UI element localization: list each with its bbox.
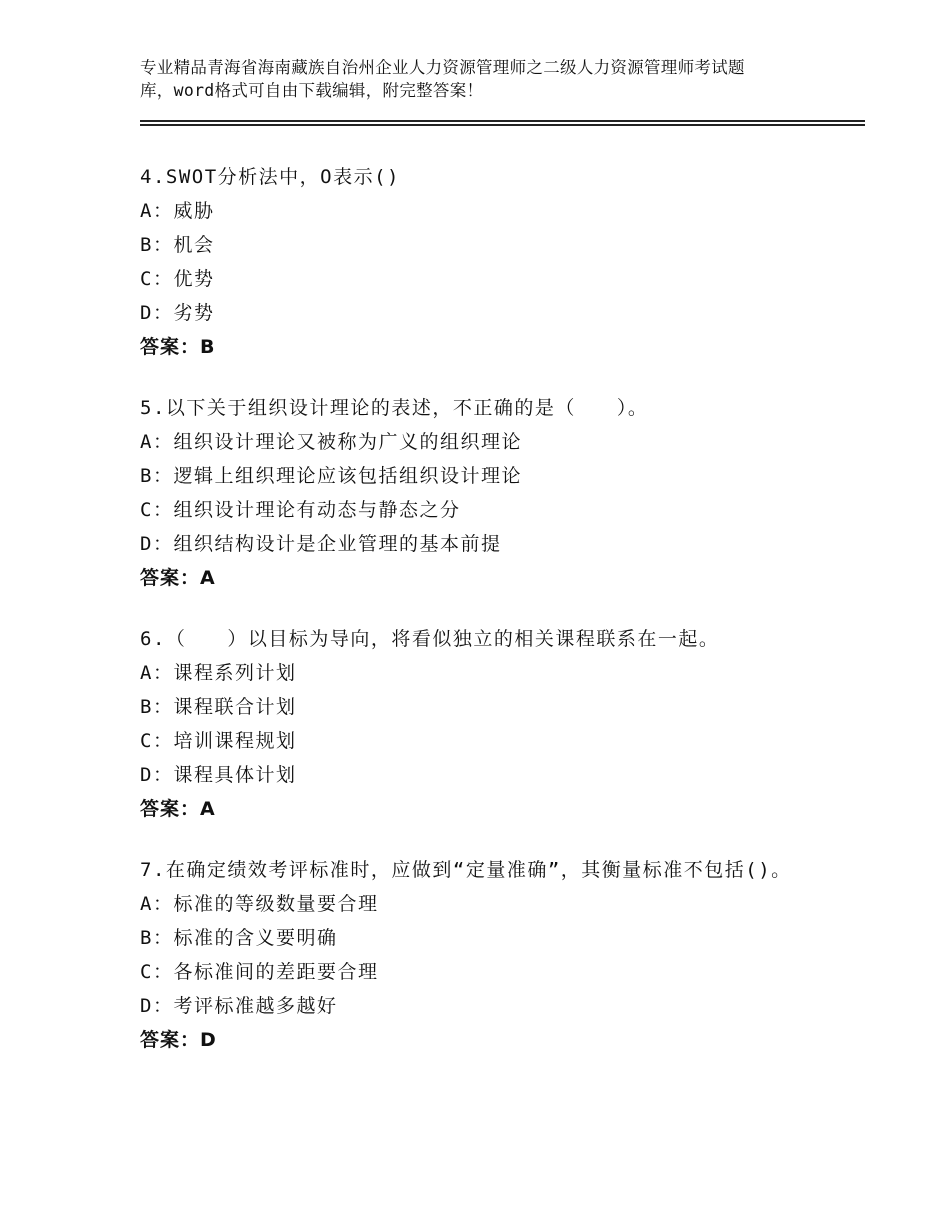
header-line-1: 专业精品青海省海南藏族自治州企业人力资源管理师之二级人力资源管理师考试题 bbox=[140, 58, 745, 77]
question-stem: 6.（ ）以目标为导向，将看似独立的相关课程联系在一起。 bbox=[140, 628, 720, 650]
option-a: A：课程系列计划 bbox=[140, 662, 297, 684]
option-b: B：机会 bbox=[140, 234, 215, 256]
option-a: A：组织设计理论又被称为广义的组织理论 bbox=[140, 431, 522, 453]
header-divider bbox=[140, 120, 865, 126]
option-c: C：培训课程规划 bbox=[140, 730, 297, 752]
option-d: D：组织结构设计是企业管理的基本前提 bbox=[140, 533, 502, 555]
question-list bbox=[140, 160, 860, 1084]
option-c: C：组织设计理论有动态与静态之分 bbox=[140, 499, 461, 521]
option-a: A：威胁 bbox=[140, 200, 215, 222]
answer: 答案：B bbox=[140, 336, 216, 358]
option-b: B：标准的含义要明确 bbox=[140, 927, 338, 949]
question-stem: 5.以下关于组织设计理论的表述，不正确的是（ ）。 bbox=[140, 397, 649, 419]
question-7 bbox=[140, 853, 860, 1057]
option-d: D：课程具体计划 bbox=[140, 764, 297, 786]
question-stem: 4.SWOT分析法中，O表示() bbox=[140, 166, 400, 188]
answer: 答案：A bbox=[140, 798, 216, 820]
option-c: C：优势 bbox=[140, 268, 215, 290]
answer: 答案：A bbox=[140, 567, 216, 589]
option-d: D：考评标准越多越好 bbox=[140, 995, 338, 1017]
header-line-2: 库，word格式可自由下载编辑，附完整答案！ bbox=[140, 81, 484, 100]
option-c: C：各标准间的差距要合理 bbox=[140, 961, 379, 983]
option-a: A：标准的等级数量要合理 bbox=[140, 893, 379, 915]
document-header bbox=[140, 56, 820, 102]
question-5 bbox=[140, 391, 860, 595]
option-b: B：课程联合计划 bbox=[140, 696, 297, 718]
option-b: B：逻辑上组织理论应该包括组织设计理论 bbox=[140, 465, 522, 487]
option-d: D：劣势 bbox=[140, 302, 215, 324]
question-4 bbox=[140, 160, 860, 364]
question-6 bbox=[140, 622, 860, 826]
question-stem: 7.在确定绩效考评标准时，应做到“定量准确”，其衡量标准不包括()。 bbox=[140, 859, 792, 881]
answer: 答案：D bbox=[140, 1029, 217, 1051]
